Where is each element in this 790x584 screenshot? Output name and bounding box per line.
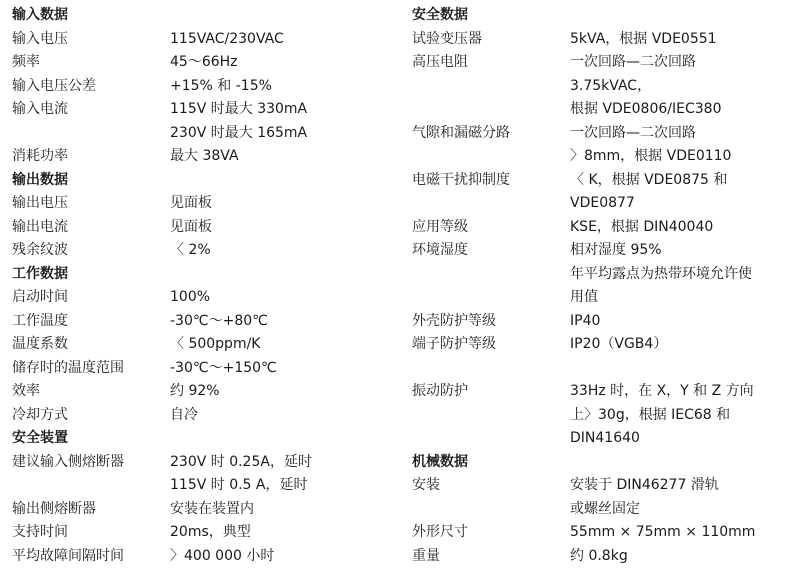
spec-value: IP20（VGB4） [570,336,668,352]
spec-row [412,122,782,146]
spec-value: +15% 和 -15% [170,77,272,94]
spec-value: 230V 时最大 165mA [170,124,308,141]
spec-row [12,51,392,75]
spec-value: VDE0877 [570,195,635,211]
spec-label [412,98,570,122]
spec-value: 相对湿度 95% [570,242,662,258]
spec-row [412,380,782,404]
spec-row [412,333,782,357]
spec-label: 输出电压 [12,195,68,211]
spec-label: 高压电阻 [412,54,468,70]
spec-label: 工作温度 [12,312,68,329]
spec-row [12,239,392,263]
spec-label: 建议输入侧熔断器 [12,453,124,470]
spec-row [12,451,392,475]
section-heading: 安全装置 [12,430,68,446]
spec-row [412,28,782,52]
spec-row [412,145,782,169]
spec-value: 〉400 000 小时 [170,547,275,564]
section-heading: 工作数据 [12,265,68,282]
spec-label [412,192,570,216]
spec-row [412,239,782,263]
spec-label: 环境湿度 [412,242,468,258]
spec-row [12,192,392,216]
spec-row [412,545,782,569]
right-spec-column [412,4,782,568]
spec-label: 外壳防护等级 [412,312,496,329]
left-spec-column [12,4,392,568]
spec-value: 〈 500ppm/K [170,336,261,352]
spec-row [412,216,782,240]
spec-value: 约 92% [170,383,220,399]
spec-label [412,286,570,310]
spec-label: 气隙和漏磁分路 [412,124,510,141]
spec-row [12,122,392,146]
spec-row [412,263,782,287]
spec-label: 启动时间 [12,289,68,305]
spec-value [170,263,392,287]
spec-value [170,169,392,193]
section-heading: 输出数据 [12,171,68,188]
spec-label [412,145,570,169]
spec-label: 电磁干扰抑制度 [412,171,510,188]
spec-row [412,286,782,310]
spec-label [12,122,170,146]
spec-value: 安装在装置内 [170,500,254,517]
spec-label: 消耗功率 [12,148,68,164]
spec-row [412,75,782,99]
spec-value: 自冷 [170,406,198,423]
spec-row [12,545,392,569]
spec-label: 振动防护 [412,383,468,399]
spec-row [412,498,782,522]
section-heading-row [12,263,392,287]
section-heading-row [12,427,392,451]
spec-row [12,333,392,357]
spec-row [412,169,782,193]
spec-row [12,310,392,334]
spec-value: -30℃～+150℃ [170,359,277,376]
spec-row [412,192,782,216]
spec-value: 安装于 DIN46277 滑轨 [570,477,719,493]
spec-value: KSE，根据 DIN40040 [570,218,714,235]
spec-label [412,427,570,451]
section-heading: 输入数据 [12,7,68,23]
spec-row [412,427,782,451]
spec-row [412,310,782,334]
spec-row [412,521,782,545]
spec-value: -30℃～+80℃ [170,312,268,329]
spec-row [412,404,782,428]
spec-label: 安装 [412,477,440,493]
spec-value [570,4,782,28]
spec-label: 输入电压公差 [12,77,96,94]
spec-value: 年平均露点为热带环境允许使 [570,265,752,282]
spec-row [12,216,392,240]
spec-label: 输入电流 [12,101,68,117]
spec-label: 输入电压 [12,30,68,47]
spec-label [412,263,570,287]
spec-row [412,474,782,498]
spec-label: 储存时的温度范围 [12,359,124,376]
spec-label [412,498,570,522]
spec-value: 用值 [570,289,598,305]
section-heading-row [412,451,782,475]
spec-value: IP40 [570,312,601,329]
spec-value: 〈 K，根据 VDE0875 和 [570,171,728,188]
spec-label: 冷却方式 [12,406,68,423]
spec-value [170,4,392,28]
spec-row [12,521,392,545]
spec-label [12,474,170,498]
section-heading-row [412,4,782,28]
spec-label: 输出侧熔断器 [12,500,96,517]
spec-label: 频率 [12,54,40,70]
spec-value: DIN41640 [570,430,640,446]
section-heading: 安全数据 [412,7,468,23]
spec-row [412,98,782,122]
spec-value: 100% [170,289,211,305]
spec-label [412,75,570,99]
spec-value: 〉8mm，根据 VDE0110 [570,148,732,164]
spec-value: 上〉30g，根据 IEC68 和 [570,406,731,423]
spec-value: 最大 38VA [170,148,239,164]
spec-label: 重量 [412,547,440,564]
spec-row [12,498,392,522]
spec-value: 一次回路—二次回路 [570,124,696,141]
spec-row [12,28,392,52]
spec-label: 端子防护等级 [412,336,496,352]
section-heading: 机械数据 [412,453,468,470]
spec-value: 根据 VDE0806/IEC380 [570,101,722,117]
spec-label: 效率 [12,383,40,399]
spec-value: 20ms，典型 [170,524,251,540]
spec-label: 输出电流 [12,218,68,235]
spec-label: 平均故障间隔时间 [12,547,124,564]
spec-row [12,380,392,404]
spec-value: 见面板 [170,218,212,235]
spec-value: 115V 时 0.5 A，延时 [170,477,308,493]
spec-row [12,75,392,99]
spec-label: 支持时间 [12,524,68,540]
spec-label: 外形尺寸 [412,524,468,540]
spec-value: 230V 时 0.25A，延时 [170,453,312,470]
spec-label: 残余纹波 [12,242,68,258]
spec-row [412,357,782,381]
spec-value: 或螺丝固定 [570,500,640,517]
spec-value: 一次回路—二次回路 [570,54,696,70]
spec-row [12,286,392,310]
spec-row [12,404,392,428]
section-heading-row [12,4,392,28]
spec-value: 约 0.8kg [570,547,628,564]
spec-value: 55mm × 75mm × 110mm [570,524,756,540]
spec-label [412,357,570,381]
spec-row [12,474,392,498]
spec-row [12,357,392,381]
spec-label [412,404,570,428]
spec-value: 见面板 [170,195,212,211]
spec-value: 3.75kVAC， [570,77,652,94]
spec-label: 应用等级 [412,218,468,235]
spec-value [570,451,782,475]
spec-value [170,427,392,451]
spec-value: 115V 时最大 330mA [170,101,308,117]
spec-value: 〈 2% [170,242,211,258]
spec-value: 115VAC/230VAC [170,30,284,47]
spec-label: 温度系数 [12,336,68,352]
spec-label: 试验变压器 [412,30,482,47]
spec-row [12,98,392,122]
spec-row [12,145,392,169]
section-heading-row [12,169,392,193]
spec-value: 33Hz 时，在 X，Y 和 Z 方向 [570,383,754,399]
spec-row [412,51,782,75]
spec-value [570,357,782,381]
spec-value: 5kVA，根据 VDE0551 [570,30,717,47]
spec-value: 45～66Hz [170,54,238,70]
